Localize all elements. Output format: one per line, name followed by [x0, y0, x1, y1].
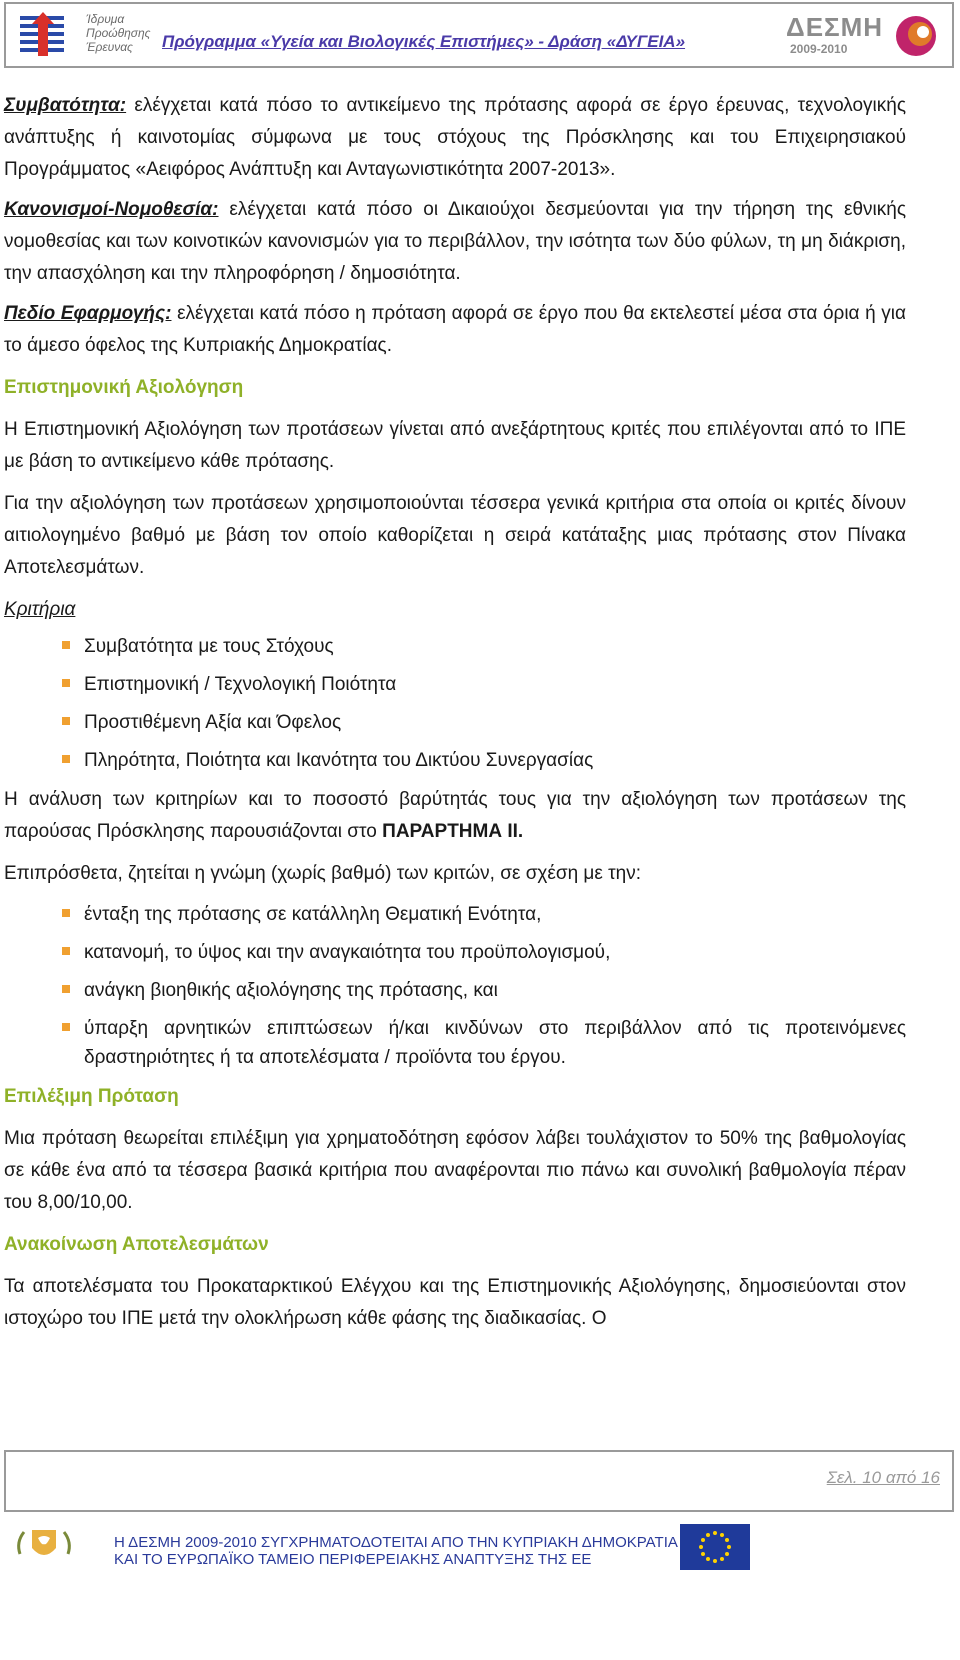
- paragraph-regulations: Κανονισμοί-Νομοθεσία: ελέγχεται κατά πόσο οι Δικαιούχοι δεσμεύονται για την τήρηση της εθνικής νομοθεσίας και των κοινοτικών κανονισμών για το περιβάλλον, την ισότητα των δύο φύλων, τη μη διάκριση, την απασχόληση και την πληροφόρηση / δημοσιότητα.: [4, 199, 906, 284]
- eu-flag-icon: [680, 1524, 750, 1570]
- funding-statement: Η ΔΕΣΜΗ 2009-2010 ΣΥΓΧΡΗΜΑΤΟΔΟΤΕΙΤΑΙ ΑΠΟ ΤΗΝ ΚΥΠΡΙΑΚΗ ΔΗΜΟΚΡΑΤΙΑ ΚΑΙ ΤΟ ΕΥΡΩΠΑΪΚΟ ΤΑΜΕΙΟ ΠΕΡΙΦΕΡΕΙΑΚΗΣ ΑΝΑΠΤΥΞΗΣ ΤΗΣ ΕΕ: [114, 1534, 678, 1568]
- page-number: Σελ. 10 από 16: [826, 1468, 940, 1487]
- criteria-label: Κριτήρια: [4, 599, 76, 620]
- list-item: ένταξη της πρότασης σε κατάλληλη Θεματική Ενότητα,: [4, 900, 906, 929]
- page-footer: [4, 1450, 954, 1512]
- paragraph-annex: Η ανάλυση των κριτηρίων και το ποσοστό βαρύτητάς τους για την αξιολόγηση των προτάσεων της παρούσας Πρόσκλησης παρουσιάζονται στο ΠΑΡΑΡΤΗΜΑ ΙΙ.: [4, 789, 906, 842]
- term-compatibility: Συμβατότητα:: [4, 95, 127, 116]
- paragraph-compatibility: Συμβατότητα: ελέγχεται κατά πόσο το αντικείμενο της πρότασης αφορά σε έργο έρευνας, τεχνολογικής ανάπτυξης ή καινοτομίας σύμφωνα με τους στόχους της Πρόσκλησης και του Επιχειρησιακού Προγράμματος «Αειφόρος Ανάπτυξη και Ανταγωνιστικότητα 2007-2013».: [4, 95, 906, 180]
- header-title: Πρόγραμμα «Υγεία και Βιολογικές Επιστήμες» - Δράση «ΔΥΓΕΙΑ»: [162, 32, 686, 51]
- square-bullet-icon: [62, 717, 70, 725]
- cyprus-emblem-icon: [14, 1524, 74, 1568]
- square-bullet-icon: [62, 679, 70, 687]
- desmi-logo: ΔΕΣΜΗ 2009-2010: [786, 10, 942, 62]
- paragraph-results: Τα αποτελέσματα του Προκαταρκτικού Ελέγχου και της Επιστημονικής Αξιολόγησης, δημοσιεύονται στον ιστοχώρο του ΙΠΕ μετά την ολοκλήρωση κάθε φάσης της διαδικασίας. Ο: [4, 1276, 906, 1329]
- square-bullet-icon: [62, 947, 70, 955]
- list-item: κατανομή, το ύψος και την αναγκαιότητα του προϋπολογισμού,: [4, 938, 906, 967]
- criteria-list: [4, 632, 906, 775]
- annex-reference: ΠΑΡΑΡΤΗΜΑ ΙΙ.: [382, 821, 524, 842]
- funding-strip: [0, 1520, 960, 1660]
- square-bullet-icon: [62, 909, 70, 917]
- list-item: Πληρότητα, Ποιότητα και Ικανότητα του Δικτύου Συνεργασίας: [4, 746, 906, 775]
- paragraph-scope: Πεδίο Εφαρμογής: ελέγχεται κατά πόσο η πρόταση αφορά σε έργο που θα εκτελεστεί μέσα στα όρια ή για το άμεσο όφελος της Κυπριακής Δημοκρατίας.: [4, 303, 906, 356]
- list-item: Συμβατότητα με τους Στόχους: [4, 632, 906, 661]
- square-bullet-icon: [62, 755, 70, 763]
- list-item: ύπαρξη αρνητικών επιπτώσεων ή/και κινδύνων στο περιβάλλον από τις προτεινόμενες δραστηριότητες ή τα αποτελέσματα / προϊόντα του έργου.: [4, 1014, 906, 1072]
- page-header: [4, 2, 954, 68]
- paragraph-evaluation-intro: Η Επιστημονική Αξιολόγηση των προτάσεων γίνεται από ανεξάρτητους κριτές που επιλέγονται από το ΙΠΕ με βάση το αντικείμενο κάθε πρότασης.: [4, 419, 906, 472]
- list-item: Προστιθέμενη Αξία και Όφελος: [4, 708, 906, 737]
- org-name: Ίδρυμα Προώθησης Έρευνας: [86, 12, 151, 54]
- paragraph-opinion-intro: Επιπρόσθετα, ζητείται η γνώμη (χωρίς βαθμό) των κριτών, σε σχέση με την:: [4, 863, 641, 884]
- square-bullet-icon: [62, 985, 70, 993]
- opinion-list: [4, 900, 906, 1072]
- square-bullet-icon: [62, 641, 70, 649]
- term-scope: Πεδίο Εφαρμογής:: [4, 303, 172, 324]
- list-item: ανάγκη βιοηθικής αξιολόγησης της πρότασης, και: [4, 976, 906, 1005]
- square-bullet-icon: [62, 1023, 70, 1031]
- term-regulations: Κανονισμοί-Νομοθεσία:: [4, 199, 219, 220]
- heading-eligible-proposal: Επιλέξιμη Πρόταση: [4, 1086, 179, 1107]
- list-item: Επιστημονική / Τεχνολογική Ποιότητα: [4, 670, 906, 699]
- heading-scientific-evaluation: Επιστημονική Αξιολόγηση: [4, 377, 244, 398]
- paragraph-criteria-intro: Για την αξιολόγηση των προτάσεων χρησιμοποιούνται τέσσερα γενικά κριτήρια στα οποία οι κριτές δίνουν αιτιολογημένο βαθμό με βάση τον οποίο καθορίζεται η σειρά κατάταξης μιας πρότασης στον Πίνακα Αποτελεσμάτων.: [4, 493, 906, 578]
- rpf-logo-icon: [18, 10, 74, 62]
- document-body: [4, 90, 906, 1345]
- heading-results-announcement: Ανακοίνωση Αποτελεσμάτων: [4, 1234, 269, 1255]
- paragraph-eligibility: Μια πρόταση θεωρείται επιλέξιμη για χρηματοδότηση εφόσον λάβει τουλάχιστον το 50% της βαθμολογίας σε κάθε ένα από τα τέσσερα βασικά κριτήρια που αναφέρονται πιο πάνω και συνολική βαθμολογία πέραν του 8,00/10,00.: [4, 1128, 906, 1213]
- desmi-swirl-icon: [890, 12, 942, 60]
